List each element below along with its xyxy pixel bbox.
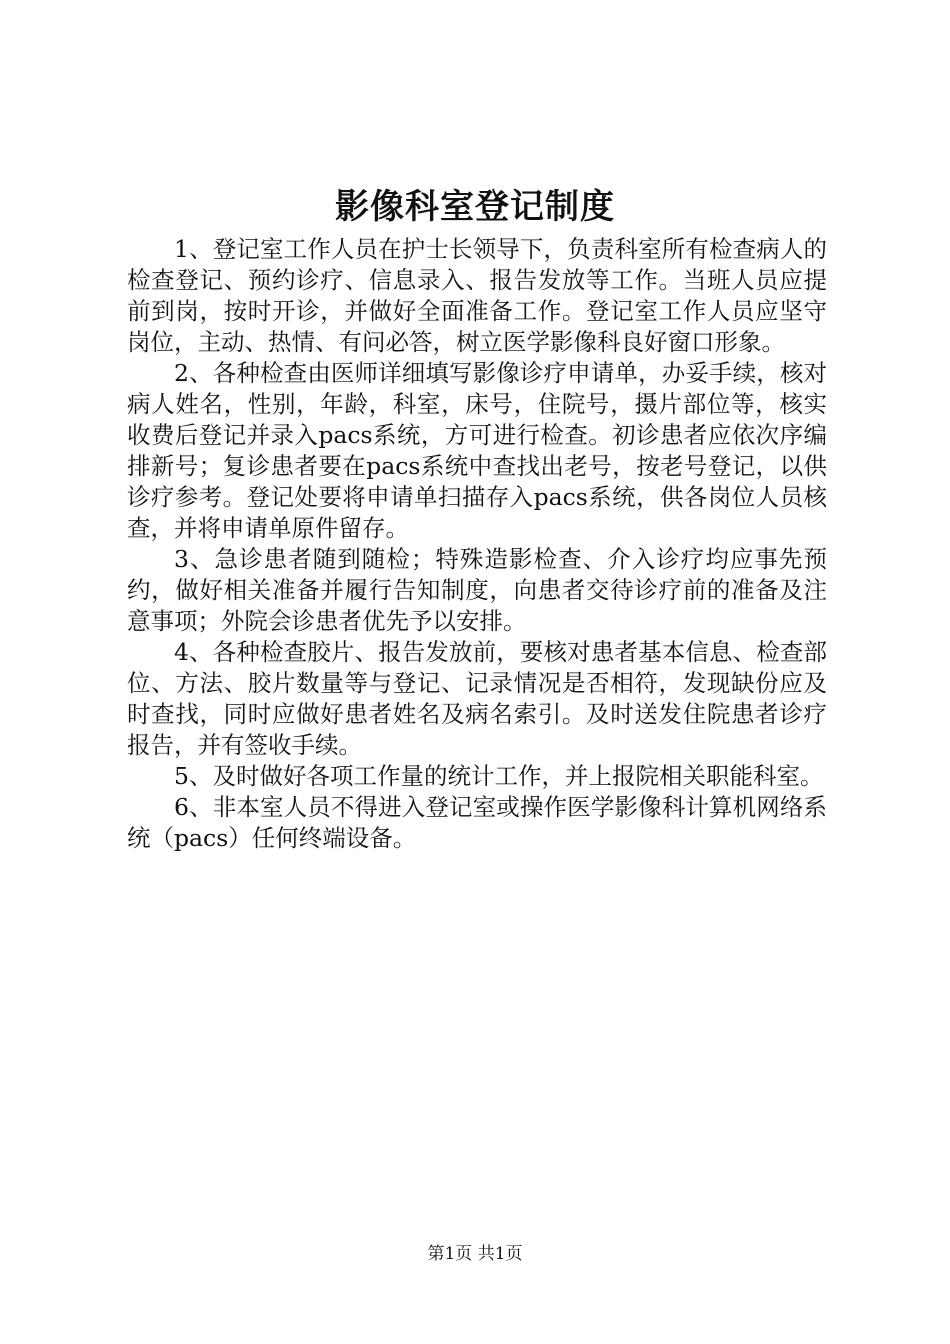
paragraph-3: 3、急诊患者随到随检；特殊造影检查、介入诊疗均应事先预约，做好相关准备并履行告知制度，向患者交待诊疗前的准备及注意事项；外院会诊患者优先予以安排。 [127,545,827,635]
page-footer: 第1页 共1页 [427,1244,523,1264]
document-title: 影像科室登记制度 [335,187,615,227]
paragraph-5: 5、及时做好各项工作量的统计工作，并上报院相关职能科室。 [174,762,824,790]
paragraph-6: 6、非本室人员不得进入登记室或操作医学影像科计算机网络系统（pacs）任何终端设备。 [127,793,827,852]
document-body [127,234,827,854]
paragraph-4: 4、各种检查胶片、报告发放前，要核对患者基本信息、检查部位、方法、胶片数量等与登记、记录情况是否相符，发现缺份应及时查找，同时应做好患者姓名及病名索引。及时送发住院患者诊疗报告，并有签收手续。 [127,638,827,759]
paragraph-1: 1、登记室工作人员在护士长领导下，负责科室所有检查病人的检查登记、预约诊疗、信息录入、报告发放等工作。当班人员应提前到岗，按时开诊，并做好全面准备工作。登记室工作人员应坚守岗位，主动、热情、有问必答，树立医学影像科良好窗口形象。 [127,235,827,356]
paragraph-2: 2、各种检查由医师详细填写影像诊疗申请单，办妥手续，核对病人姓名，性别，年龄，科室，床号，住院号，摄片部位等，核实收费后登记并录入pacs系统，方可进行检查。初诊患者应依次序编排新号；复诊患者要在pacs系统中查找出老号，按老号登记，以供诊疗参考。登记处要将申请单扫描存入pacs系统，供各岗位人员核查，并将申请单原件留存。 [127,359,827,542]
